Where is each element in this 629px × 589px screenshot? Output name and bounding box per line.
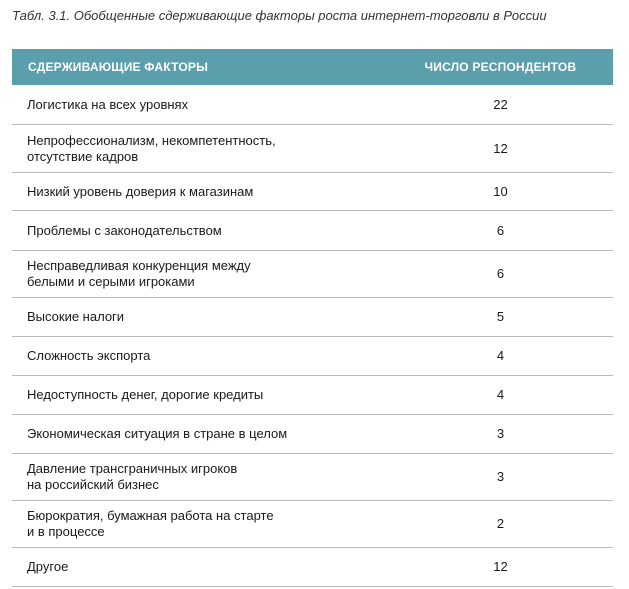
table-header-row bbox=[12, 49, 613, 85]
factor-cell: Проблемы с законодательством bbox=[27, 222, 222, 238]
table-row bbox=[12, 547, 613, 586]
count-cell: 4 bbox=[496, 348, 505, 363]
factor-cell: Бюрократия, бумажная работа на старте и в процессе bbox=[27, 508, 274, 539]
factor-cell: Непрофессионализм, некомпетентность, отсутствие кадров bbox=[27, 132, 276, 164]
count-cell: 2 bbox=[496, 516, 505, 531]
factor-cell: Другое bbox=[27, 559, 69, 574]
count-cell: 12 bbox=[493, 140, 508, 156]
count-cell: 6 bbox=[496, 266, 505, 281]
header-factors: СДЕРЖИВАЮЩИЕ ФАКТОРЫ bbox=[28, 60, 209, 74]
factor-cell: Высокие налоги bbox=[27, 309, 125, 324]
factor-cell: Недоступность денег, дорогие кредиты bbox=[27, 387, 264, 402]
count-cell: 10 bbox=[493, 183, 508, 199]
table-row bbox=[12, 297, 613, 336]
count-cell: 22 bbox=[493, 96, 508, 112]
count-cell: 4 bbox=[496, 387, 505, 402]
table-row bbox=[12, 500, 613, 547]
table-row bbox=[12, 172, 613, 210]
table-row bbox=[12, 124, 613, 172]
table-row bbox=[12, 250, 613, 297]
count-cell: 3 bbox=[496, 469, 505, 484]
count-cell: 3 bbox=[496, 426, 505, 441]
count-cell: 5 bbox=[496, 309, 505, 324]
table-caption: Табл. 3.1. Обобщенные сдерживающие факторы роста интернет-торговли в России bbox=[12, 8, 547, 23]
table-row bbox=[12, 85, 613, 124]
table-body bbox=[12, 85, 613, 586]
factor-cell: Логистика на всех уровнях bbox=[27, 96, 189, 112]
count-cell: 6 bbox=[496, 222, 505, 238]
factor-cell: Экономическая ситуация в стране в целом bbox=[27, 426, 288, 441]
header-respondents: ЧИСЛО РЕСПОНДЕНТОВ bbox=[424, 60, 577, 74]
table-row bbox=[12, 453, 613, 500]
factor-cell: Давление трансграничных игроков на российский бизнес bbox=[27, 461, 238, 492]
table-row bbox=[12, 336, 613, 375]
factor-cell: Низкий уровень доверия к магазинам bbox=[27, 183, 254, 199]
table-row bbox=[12, 414, 613, 453]
factor-cell: Сложность экспорта bbox=[27, 348, 151, 363]
factor-cell: Несправедливая конкуренция между белыми и серыми игроками bbox=[27, 258, 251, 289]
table-row bbox=[12, 210, 613, 250]
table-row bbox=[12, 375, 613, 414]
count-cell: 12 bbox=[493, 559, 508, 574]
restraining-factors-table bbox=[12, 49, 613, 587]
